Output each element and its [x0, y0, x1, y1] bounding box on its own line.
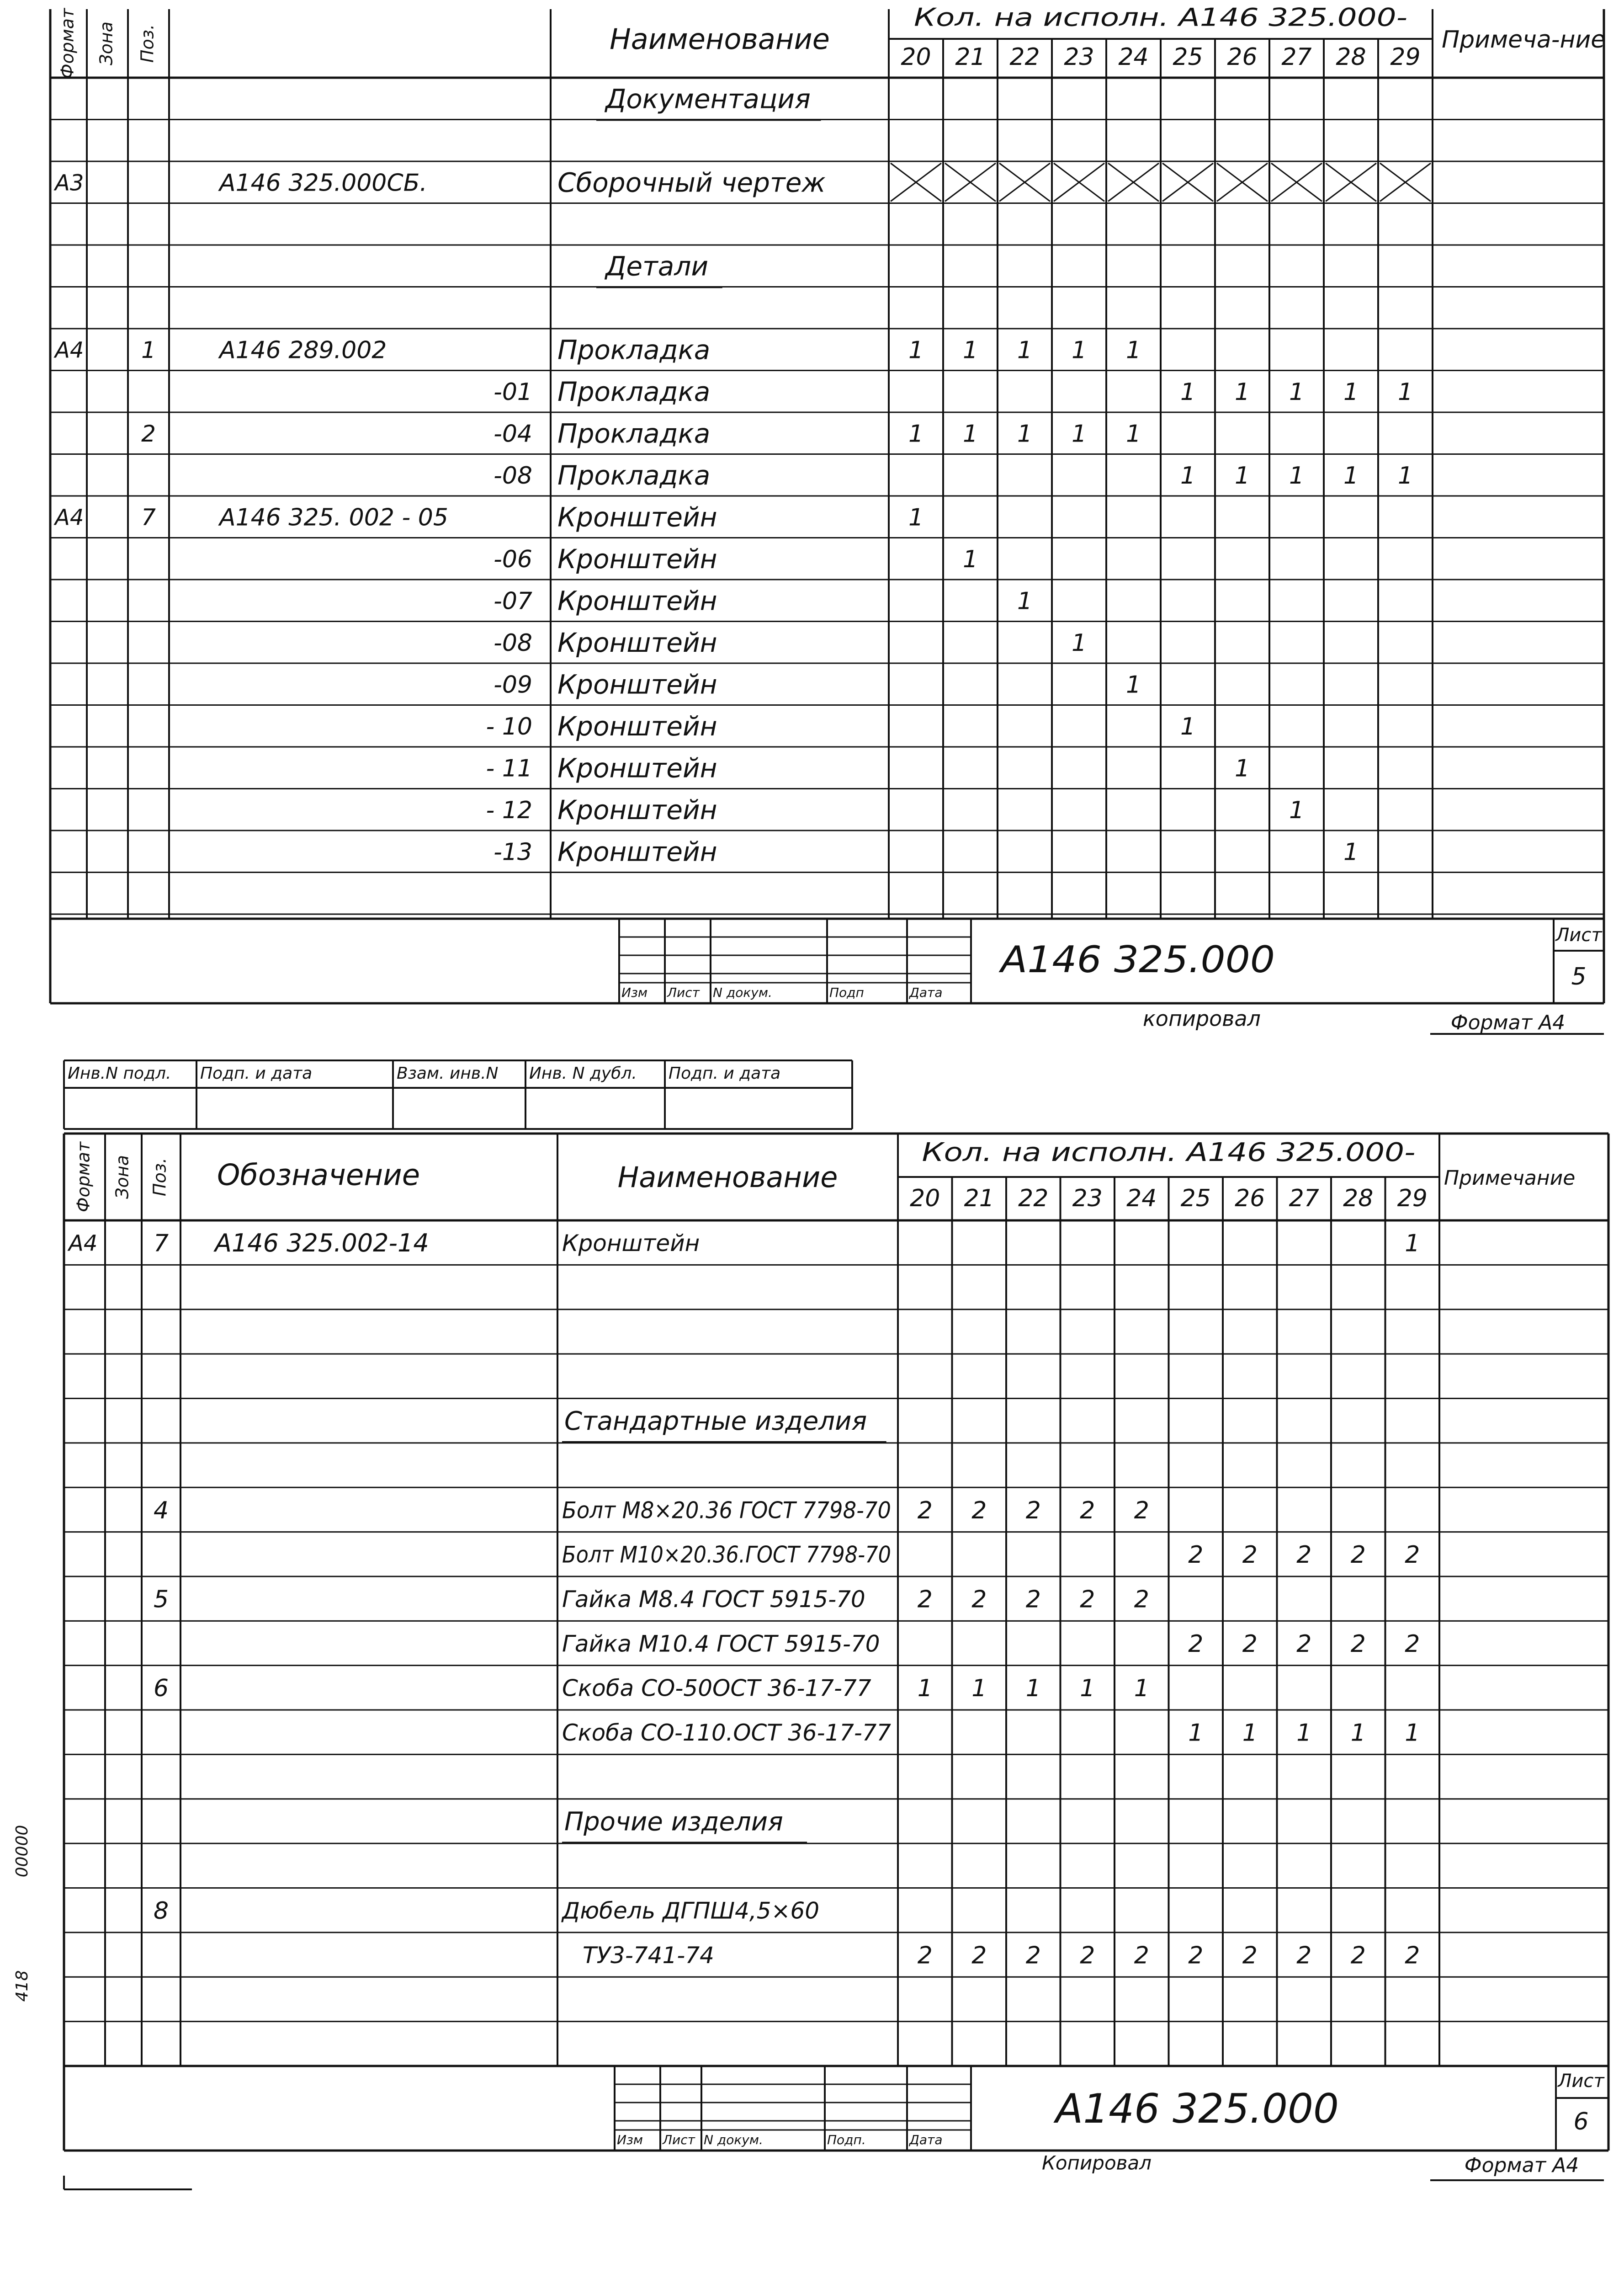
sheet6-qty-25: 2 — [1188, 1630, 1204, 1658]
sheet5-document-code: А146 325.000 — [998, 938, 1275, 981]
sheet5-qty-24: 1 — [1125, 671, 1141, 699]
sheet6-row-designation: А146 325.002-14 — [215, 1229, 429, 1258]
sheet6-stamp-0: Инв.N подл. — [68, 1064, 171, 1083]
sheet6-row-position: 4 — [153, 1496, 169, 1524]
sheet6-row-name: Скоба СО-50ОСТ 36-17-77 — [562, 1675, 871, 1702]
sheet5-qty-25: 1 — [1180, 378, 1196, 406]
sheet5-qty-21: 1 — [962, 336, 978, 364]
sheet6-stamp-label: Подп. — [827, 2132, 866, 2147]
sheet6-qty-20: 1 — [917, 1675, 933, 1703]
sheet6-row-position: 5 — [153, 1586, 169, 1613]
sheet6-row-position: 6 — [153, 1675, 169, 1703]
sheet5-variant-24: 24 — [1118, 43, 1149, 71]
sheet5-qty-28: 1 — [1343, 378, 1359, 406]
sheet6-qty-25: 2 — [1188, 1942, 1204, 1970]
sheet5-qty-22: 1 — [1017, 420, 1033, 448]
sheet6-variant-21: 21 — [964, 1185, 994, 1212]
sheet5-sheet-label: Лист — [1555, 925, 1602, 946]
sheet5-row-designation: -04 — [494, 420, 532, 448]
sheet5-row-name: Кронштейн — [557, 794, 717, 825]
sheet5-variant-25: 25 — [1173, 43, 1203, 71]
sheet5-qty-21: 1 — [962, 420, 978, 448]
sheet5-row-name: Кронштейн — [557, 752, 717, 784]
sheet6-qty-29: 1 — [1405, 1230, 1420, 1257]
sheet5-qty-29: 1 — [1397, 462, 1413, 490]
sheet5-variant-26: 26 — [1227, 43, 1258, 71]
sheet6-header-zone: Зона — [112, 1155, 133, 1199]
sheet6-qty-21: 1 — [971, 1675, 987, 1703]
sheet6-qty-29: 1 — [1405, 1719, 1420, 1747]
sheet6-row-name: Гайка М10.4 ГОСТ 5915-70 — [562, 1630, 880, 1657]
sheet6-qty-27: 2 — [1296, 1942, 1312, 1970]
sheet5-stamp-label: N докум. — [713, 985, 772, 1000]
sheet6-qty-29: 2 — [1405, 1541, 1420, 1569]
sheet6-qty-27: 1 — [1296, 1719, 1312, 1747]
sheet6-row-name: Гайка М8.4 ГОСТ 5915-70 — [562, 1586, 865, 1613]
sheet5-qty-22: 1 — [1017, 587, 1033, 615]
sheet5-header-format: Формат — [57, 8, 78, 79]
sheet5-row-designation: -13 — [494, 838, 532, 866]
sheet6-stamp-label: N докум. — [704, 2132, 763, 2147]
sheet6-stamp-1: Подп. и дата — [200, 1064, 313, 1083]
sheet6-qty-27: 2 — [1296, 1630, 1312, 1658]
sheet6-qty-25: 2 — [1188, 1541, 1204, 1569]
sheet6-qty-23: 2 — [1080, 1586, 1095, 1613]
sheet6-row-name: Скоба СО-110.ОСТ 36-17-77 — [562, 1720, 892, 1746]
sheet5-stamp-label: Изм — [621, 985, 647, 1000]
sheet6-qty-20: 2 — [917, 1586, 933, 1613]
sheet5-row-designation: -08 — [494, 462, 532, 490]
sheet5-format-label: Формат А4 — [1450, 1011, 1566, 1034]
sheet5-row-name: Прокладка — [557, 459, 711, 491]
sheet6-qty-26: 2 — [1242, 1942, 1258, 1970]
sheet6-row-format: А4 — [69, 1230, 98, 1256]
sheet6-qty-23: 2 — [1080, 1496, 1095, 1524]
left-margin-number: 418 — [13, 1970, 32, 2002]
sheet5-qty-28: 1 — [1343, 462, 1359, 490]
sheet5-copied-label: копировал — [1143, 1006, 1261, 1031]
sheet6-qty-24: 2 — [1134, 1586, 1149, 1613]
sheet6-qty-24: 2 — [1134, 1942, 1149, 1970]
sheet5-variant-21: 21 — [955, 43, 986, 71]
sheet5-header-zone: Зона — [96, 21, 117, 65]
sheet5-cross-value: X — [1133, 182, 1134, 183]
sheet5-row-name: Прокладка — [557, 418, 711, 449]
sheet6-variant-20: 20 — [910, 1185, 940, 1212]
sheet5-qty-27: 1 — [1289, 796, 1305, 824]
sheet5-qty-24: 1 — [1125, 420, 1141, 448]
sheet6-variant-24: 24 — [1126, 1185, 1157, 1212]
sheet5-stamp-label: Лист — [667, 985, 700, 1000]
sheet6-variant-25: 25 — [1180, 1185, 1211, 1212]
sheet5-header-pos: Поз. — [137, 24, 158, 63]
sheet5-qty-26: 1 — [1234, 755, 1250, 783]
sheet5-row-format: А4 — [55, 337, 84, 363]
sheet5-row-designation: А146 325.000СБ. — [219, 169, 427, 197]
sheet6-header-note: Примечание — [1444, 1166, 1576, 1190]
sheet5-row-position: 1 — [141, 336, 156, 363]
sheet5-qty-29: 1 — [1397, 378, 1413, 406]
sheet6-row-position: 7 — [153, 1230, 169, 1257]
sheet6-stamp-label: Дата — [909, 2132, 943, 2147]
sheet6-qty-20: 2 — [917, 1942, 933, 1970]
sheet5-qty-20: 1 — [908, 420, 924, 448]
sheet5-qty-26: 1 — [1234, 462, 1250, 490]
sheet6-qty-22: 1 — [1025, 1675, 1041, 1703]
sheet5-variant-27: 27 — [1281, 43, 1312, 71]
sheet6-variant-29: 29 — [1397, 1185, 1428, 1212]
sheet6-qty-21: 2 — [971, 1496, 987, 1524]
sheet5-row-designation: -09 — [494, 671, 532, 699]
sheet6-qty-26: 1 — [1242, 1719, 1258, 1747]
sheet5-cross-value: X — [1024, 182, 1025, 183]
sheet5-row-name: Кронштейн — [557, 669, 717, 700]
sheet5-variant-28: 28 — [1336, 43, 1366, 71]
sheet6-qty-29: 2 — [1405, 1630, 1420, 1658]
sheet6-variant-27: 27 — [1289, 1185, 1319, 1212]
sheet5-row-designation: А146 325. 002 - 05 — [219, 504, 448, 532]
sheet5-row-designation: -08 — [494, 629, 532, 657]
sheet5-qty-25: 1 — [1180, 462, 1196, 490]
sheet6-row-name: Болт М8×20.36 ГОСТ 7798-70 — [562, 1497, 891, 1524]
sheet6-row-name: Дюбель ДГПШ4,5×60 — [562, 1897, 820, 1924]
sheet6-stamp-4: Подп. и дата — [669, 1064, 781, 1083]
sheet6-header-pos: Поз. — [149, 1157, 170, 1197]
sheet6-header-format: Формат — [73, 1141, 94, 1213]
sheet5-variant-23: 23 — [1064, 43, 1094, 71]
sheet6-variant-22: 22 — [1018, 1185, 1049, 1212]
sheet5-section-heading: Детали — [605, 250, 709, 282]
sheet6-qty-22: 2 — [1025, 1496, 1041, 1524]
sheet6-variant-23: 23 — [1072, 1185, 1103, 1212]
sheet5-qty-27: 1 — [1289, 462, 1305, 490]
sheet5-row-designation: -07 — [494, 587, 532, 615]
sheet5-header-name: Наименование — [610, 22, 830, 56]
sheet5-qty-22: 1 — [1017, 336, 1033, 364]
sheet6-stamp-2: Взам. инв.N — [397, 1064, 499, 1083]
sheet6-row-position: 8 — [153, 1897, 169, 1925]
sheet6-qty-26: 2 — [1242, 1630, 1258, 1658]
sheet6-qty-28: 2 — [1350, 1541, 1366, 1569]
sheet6-header-designation: Обозначение — [217, 1158, 420, 1193]
sheet6-qty-23: 1 — [1080, 1675, 1095, 1703]
sheet6-section-heading: Стандартные изделия — [564, 1406, 867, 1437]
sheet5-qty-24: 1 — [1125, 336, 1141, 364]
sheet6-qty-27: 2 — [1296, 1541, 1312, 1569]
sheet6-copied-label: Копировал — [1042, 2151, 1152, 2174]
sheet6-row-name: ТУ3-741-74 — [583, 1942, 714, 1969]
sheet5-row-name: Сборочный чертеж — [557, 167, 826, 198]
sheet5-header-qty-caption: Кол. на исполн. А146 325.000- — [914, 3, 1407, 32]
sheet6-qty-22: 2 — [1025, 1586, 1041, 1613]
sheet5-qty-26: 1 — [1234, 378, 1250, 406]
sheet6-qty-22: 2 — [1025, 1942, 1041, 1970]
sheet5-cross-value: X — [1296, 182, 1297, 183]
sheet6-stamp-3: Инв. N дубл. — [529, 1064, 637, 1083]
sheet5-qty-20: 1 — [908, 336, 924, 364]
sheet5-row-name: Кронштейн — [557, 543, 717, 575]
sheet6-qty-21: 2 — [971, 1586, 987, 1613]
sheet5-row-designation: А146 289.002 — [219, 336, 387, 364]
left-margin-code: 00000 — [13, 1825, 32, 1878]
sheet6-sheet-label: Лист — [1558, 2071, 1604, 2092]
sheet5-qty-23: 1 — [1071, 336, 1087, 364]
sheet6-qty-29: 2 — [1405, 1942, 1420, 1970]
sheet5-row-name: Прокладка — [557, 376, 711, 407]
sheet5-row-designation: -06 — [494, 545, 532, 573]
sheet6-sheet-number: 6 — [1573, 2108, 1589, 2135]
sheet6-qty-26: 2 — [1242, 1541, 1258, 1569]
sheet5-row-designation: - 10 — [486, 713, 532, 740]
sheet5-row-name: Кронштейн — [557, 627, 717, 658]
sheet5-qty-25: 1 — [1180, 713, 1196, 740]
sheet5-sheet-number: 5 — [1571, 963, 1587, 990]
sheet6-qty-20: 2 — [917, 1496, 933, 1524]
sheet5-qty-23: 1 — [1071, 629, 1087, 657]
sheet6-qty-25: 1 — [1188, 1719, 1204, 1747]
sheet6-stamp-label: Лист — [663, 2132, 695, 2147]
sheet6-stamp-label: Изм — [617, 2132, 643, 2147]
sheet6-variant-26: 26 — [1235, 1185, 1265, 1212]
sheet5-cross-value: X — [1405, 182, 1406, 183]
sheet5-row-format: А3 — [55, 170, 84, 196]
sheet6-document-code: А146 325.000 — [1053, 2085, 1339, 2132]
sheet6-qty-28: 1 — [1350, 1719, 1366, 1747]
sheet5-qty-28: 1 — [1343, 838, 1359, 866]
sheet6-qty-24: 2 — [1134, 1496, 1149, 1524]
sheet5-row-position: 7 — [141, 504, 156, 531]
sheet5-row-format: А4 — [55, 505, 84, 531]
sheet5-variant-29: 29 — [1390, 43, 1421, 71]
sheet5-row-name: Кронштейн — [557, 836, 717, 868]
sheet5-row-name: Кронштейн — [557, 585, 717, 617]
sheet6-qty-28: 2 — [1350, 1942, 1366, 1970]
sheet5-section-heading: Документация — [605, 83, 811, 115]
sheet6-variant-28: 28 — [1343, 1185, 1374, 1212]
sheet5-stamp-label: Подп — [829, 985, 864, 1000]
sheet5-variant-20: 20 — [901, 43, 931, 71]
sheet5-cross-value: X — [970, 182, 971, 183]
sheet6-qty-21: 2 — [971, 1942, 987, 1970]
sheet6-format-label: Формат А4 — [1464, 2154, 1579, 2177]
sheet5-row-designation: - 11 — [486, 755, 532, 783]
sheet5-row-designation: - 12 — [486, 796, 532, 824]
sheet5-row-name: Прокладка — [557, 334, 711, 366]
sheet5-row-name: Кронштейн — [557, 501, 717, 533]
sheet6-row-name: Кронштейн — [562, 1230, 700, 1257]
sheet5-qty-27: 1 — [1289, 378, 1305, 406]
sheet5-qty-20: 1 — [908, 504, 924, 532]
sheet5-row-designation: -01 — [494, 378, 532, 406]
sheet5-stamp-label: Дата — [909, 985, 943, 1000]
sheet6-section-heading: Прочие изделия — [564, 1807, 783, 1837]
sheet5-qty-21: 1 — [962, 545, 978, 573]
sheet6-row-name: Болт М10×20.36.ГОСТ 7798-70 — [562, 1541, 891, 1568]
sheet5-row-position: 2 — [141, 420, 156, 447]
sheet5-variant-22: 22 — [1009, 43, 1040, 71]
sheet6-qty-23: 2 — [1080, 1942, 1095, 1970]
sheet6-header-name: Наименование — [617, 1161, 838, 1194]
sheet6-qty-28: 2 — [1350, 1630, 1366, 1658]
sheet5-header-note: Примеча-ние — [1442, 26, 1606, 53]
sheet6-header-qty-caption: Кол. на исполн. А146 325.000- — [922, 1138, 1416, 1168]
sheet5-row-name: Кронштейн — [557, 710, 717, 742]
sheet5-qty-23: 1 — [1071, 420, 1087, 448]
sheet6-qty-24: 1 — [1134, 1675, 1149, 1703]
